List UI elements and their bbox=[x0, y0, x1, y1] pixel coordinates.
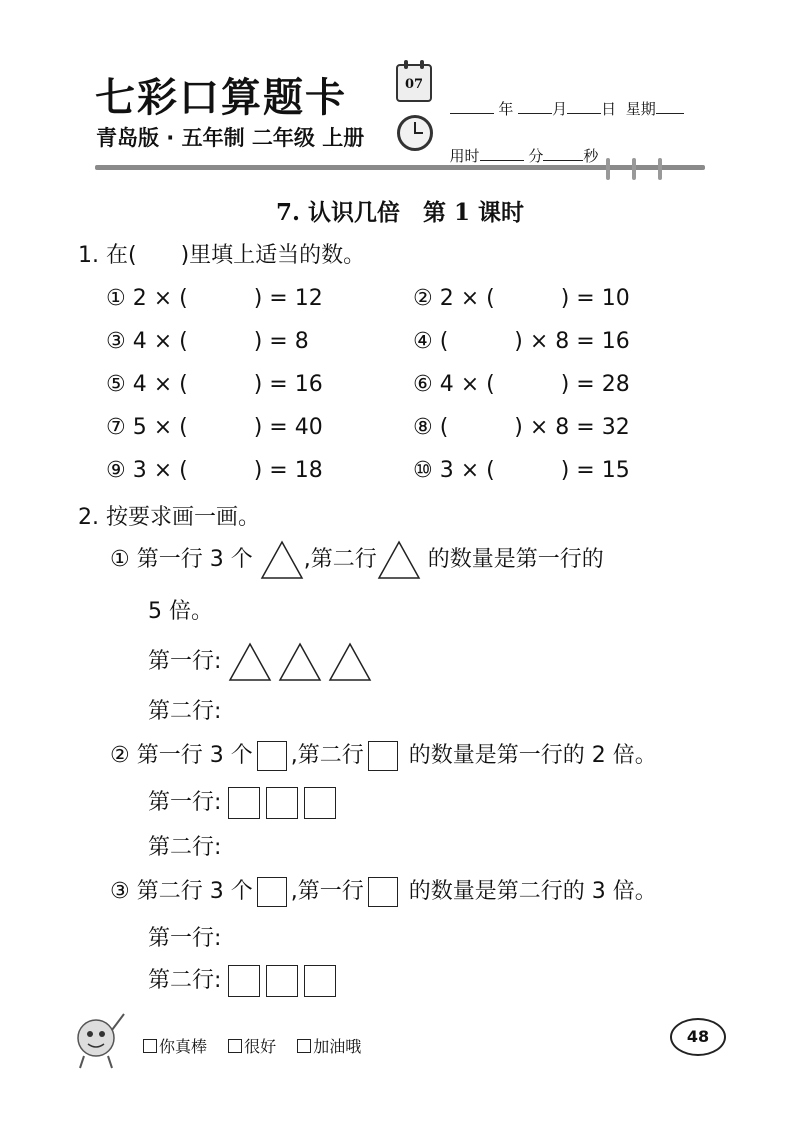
q1-item: ⑦ 5 × ( ) = 40 bbox=[106, 415, 323, 440]
square-shape bbox=[228, 787, 260, 819]
part-number: ① bbox=[110, 547, 130, 572]
brand-title: 七彩口算题卡 bbox=[95, 74, 347, 121]
rating-option-try[interactable]: 加油哦 bbox=[297, 1037, 361, 1056]
square-row bbox=[228, 965, 336, 997]
triangle-icon bbox=[260, 540, 304, 580]
square-shape bbox=[304, 787, 336, 819]
calendar-number: 07 bbox=[404, 77, 424, 92]
calendar-icon bbox=[396, 64, 432, 102]
edition-label: 青岛版 · 五年制 二年级 上册 bbox=[96, 126, 365, 150]
clock-icon bbox=[397, 115, 433, 151]
part-number: ③ bbox=[110, 879, 130, 904]
divider-tick bbox=[658, 158, 662, 180]
q2-part1-row2: 第二行: bbox=[148, 699, 222, 724]
lesson-title: 7. 认识几倍 第 1 课时 bbox=[275, 199, 525, 226]
q2-part1-row1 bbox=[148, 642, 372, 682]
q2-part2-row2: 第二行: bbox=[148, 835, 222, 860]
header-divider bbox=[95, 165, 705, 170]
date-year-label: 年 bbox=[498, 100, 514, 118]
q1-item: ⑤ 4 × ( ) = 16 bbox=[106, 372, 323, 397]
q1-item: ⑨ 3 × ( ) = 18 bbox=[106, 458, 323, 483]
square-shape bbox=[228, 965, 260, 997]
divider-tick bbox=[632, 158, 636, 180]
q1-item: ① 2 × ( ) = 12 bbox=[106, 286, 323, 311]
q2-part3-row1: 第一行: bbox=[148, 926, 222, 951]
q1-item: ⑥ 4 × ( ) = 28 bbox=[413, 372, 630, 397]
prompt-text: 第一行 3 个 bbox=[136, 547, 253, 572]
square-shape bbox=[266, 787, 298, 819]
mascot-icon bbox=[68, 1008, 130, 1070]
square-icon bbox=[257, 741, 287, 771]
q2-part1-prompt-cont: 5 倍。 bbox=[148, 599, 213, 624]
prompt-text: 第二行 3 个 bbox=[136, 879, 253, 904]
q2-title: 2. 按要求画一画。 bbox=[78, 505, 260, 530]
triangle-row bbox=[228, 642, 372, 682]
q1-item: ③ 4 × ( ) = 8 bbox=[106, 329, 309, 354]
prompt-text: 的数量是第一行的 bbox=[427, 547, 604, 572]
checkbox[interactable] bbox=[143, 1039, 157, 1053]
time-minutes-label: 分 bbox=[528, 147, 544, 165]
date-weekday-label: 星期 bbox=[625, 100, 656, 118]
date-month-label: 月 bbox=[552, 100, 568, 118]
q2-part1-prompt bbox=[110, 540, 604, 580]
time-fill-line bbox=[440, 127, 598, 166]
divider-tick bbox=[606, 158, 610, 180]
q2-part3-prompt bbox=[110, 874, 657, 907]
triangle-shape bbox=[228, 642, 272, 682]
square-icon bbox=[368, 741, 398, 771]
q2-part3-row2 bbox=[148, 963, 336, 997]
square-row bbox=[228, 787, 336, 819]
q1-title: 1. 在( )里填上适当的数。 bbox=[78, 243, 366, 268]
page-number: 48 bbox=[670, 1018, 726, 1056]
checkbox[interactable] bbox=[228, 1039, 242, 1053]
prompt-text: ,第一行 bbox=[290, 879, 364, 904]
square-icon bbox=[368, 877, 398, 907]
time-used-label: 用时 bbox=[449, 147, 480, 165]
rating-option-good[interactable]: 很好 bbox=[228, 1037, 276, 1056]
rating-options bbox=[143, 1034, 377, 1057]
q1-item: ② 2 × ( ) = 10 bbox=[413, 286, 630, 311]
row-label: 第二行: bbox=[148, 968, 222, 993]
triangle-shape bbox=[328, 642, 372, 682]
date-day-label: 日 bbox=[601, 100, 617, 118]
time-seconds-label: 秒 bbox=[583, 147, 599, 165]
q1-item: ⑧ ( ) × 8 = 32 bbox=[413, 415, 630, 440]
rating-option-great[interactable]: 你真棒 bbox=[143, 1037, 207, 1056]
q2-part2-row1 bbox=[148, 785, 336, 819]
square-shape bbox=[266, 965, 298, 997]
prompt-text: 的数量是第二行的 3 倍。 bbox=[408, 879, 657, 904]
checkbox[interactable] bbox=[297, 1039, 311, 1053]
part-number: ② bbox=[110, 743, 130, 768]
row-label: 第一行: bbox=[148, 649, 222, 674]
prompt-text: 的数量是第一行的 2 倍。 bbox=[408, 743, 657, 768]
prompt-text: ,第二行 bbox=[290, 743, 364, 768]
prompt-text: ,第二行 bbox=[303, 547, 377, 572]
row-label: 第一行: bbox=[148, 790, 222, 815]
q2-part2-prompt bbox=[110, 738, 657, 771]
q1-item: ⑩ 3 × ( ) = 15 bbox=[413, 458, 630, 483]
date-fill-line bbox=[440, 80, 684, 119]
square-shape bbox=[304, 965, 336, 997]
triangle-shape bbox=[278, 642, 322, 682]
q1-item: ④ ( ) × 8 = 16 bbox=[413, 329, 630, 354]
triangle-icon bbox=[377, 540, 421, 580]
prompt-text: 第一行 3 个 bbox=[136, 743, 253, 768]
square-icon bbox=[257, 877, 287, 907]
